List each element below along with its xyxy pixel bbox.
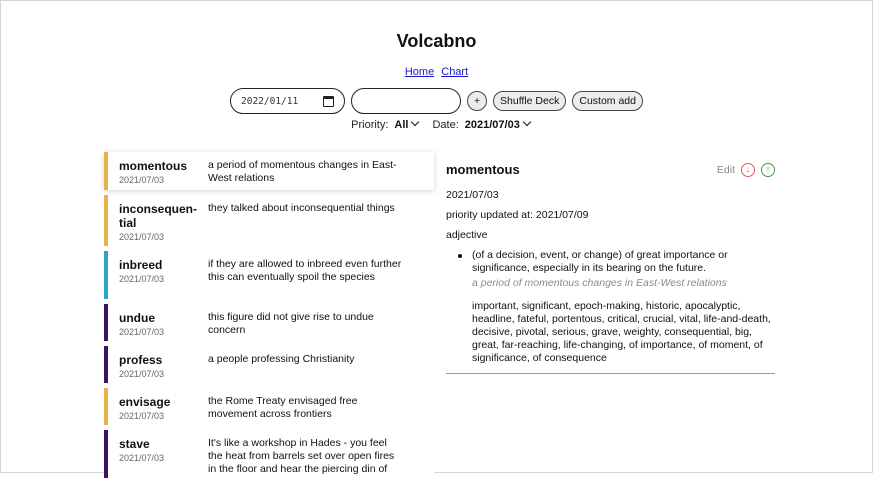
card-word: stave <box>119 437 150 451</box>
card-date: 2021/07/03 <box>119 369 165 379</box>
word-detail-panel <box>446 162 775 374</box>
chevron-down-icon <box>523 118 531 126</box>
card-word: envisage <box>119 395 171 409</box>
custom-add-button[interactable]: Custom add <box>572 91 643 111</box>
card-example: they talked about inconsequential things <box>208 202 395 214</box>
word-card[interactable] <box>104 251 434 299</box>
word-card[interactable] <box>104 430 434 478</box>
nav-links <box>0 66 873 78</box>
card-word: inconsequen-tial <box>119 202 198 230</box>
card-example: It's like a workshop in Hades - you feel the heat from barrels set over open fires in the floor and hear the piercing din of <box>208 437 395 475</box>
detail-sense <box>458 249 775 365</box>
priority-label: Priority: <box>351 119 389 131</box>
detail-part-of-speech: adjective <box>446 229 488 241</box>
priority-down-icon[interactable]: ↓ <box>741 163 755 177</box>
detail-synonyms: important, significant, epoch-making, historic, apocalyptic, headline, fateful, portentous, critical, crucial, vital, life-and-death, decisive, pivotal, serious, grave, weighty, consequential, big, great, far-reaching, life-changing, of importance, of moment, of significance, of consequence <box>472 300 771 364</box>
card-date: 2021/07/03 <box>119 232 165 242</box>
add-button[interactable]: + <box>467 91 487 111</box>
word-input[interactable] <box>351 88 461 114</box>
divider <box>446 373 775 374</box>
card-date: 2021/07/03 <box>119 175 165 185</box>
word-card[interactable] <box>104 195 434 246</box>
detail-word: momentous <box>446 162 520 177</box>
card-word: profess <box>119 353 163 367</box>
word-card[interactable] <box>104 152 434 190</box>
edit-button[interactable]: Edit <box>716 163 735 176</box>
app-title: Volcabno <box>396 31 477 51</box>
shuffle-deck-button[interactable]: Shuffle Deck <box>493 91 566 111</box>
filters-row <box>0 119 873 131</box>
word-card[interactable] <box>104 388 434 425</box>
nav-home-link[interactable]: Home <box>404 66 435 78</box>
word-list <box>104 152 434 483</box>
word-card[interactable] <box>104 304 434 341</box>
card-date: 2021/07/03 <box>119 453 165 463</box>
priority-up-icon[interactable]: ↑ <box>761 163 775 177</box>
card-example: this figure did not give rise to undue concern <box>208 311 374 336</box>
card-example: a period of momentous changes in East-West relations <box>208 159 397 184</box>
card-example: the Rome Treaty envisaged free movement across frontiers <box>208 395 358 420</box>
controls-bar <box>0 88 873 114</box>
word-card[interactable] <box>104 346 434 383</box>
date-input-value: 2022/01/11 <box>241 95 299 107</box>
date-filter-select[interactable] <box>465 119 530 131</box>
date-input[interactable] <box>230 88 345 114</box>
card-date: 2021/07/03 <box>119 411 165 421</box>
date-filter-value: 2021/07/03 <box>464 119 520 131</box>
card-word: inbreed <box>119 258 163 272</box>
card-word: undue <box>119 311 155 325</box>
card-word: momentous <box>119 159 188 173</box>
detail-priority-updated: priority updated at: 2021/07/09 <box>446 209 589 221</box>
card-example: a people professing Christianity <box>208 353 355 365</box>
card-example: if they are allowed to inbreed even further this can eventually spoil the species <box>208 258 402 283</box>
priority-value: All <box>394 119 409 131</box>
priority-select[interactable] <box>394 119 418 131</box>
card-date: 2021/07/03 <box>119 327 165 337</box>
calendar-icon[interactable] <box>323 96 334 107</box>
chevron-down-icon <box>411 118 419 126</box>
date-filter-label: Date: <box>432 119 459 131</box>
detail-definition: (of a decision, event, or change) of great importance or significance, especially in its bearing on the future. <box>472 249 728 274</box>
detail-example: a period of momentous changes in East-West relations <box>472 277 727 289</box>
nav-chart-link[interactable]: Chart <box>441 66 469 78</box>
card-date: 2021/07/03 <box>119 274 165 284</box>
detail-date: 2021/07/03 <box>446 189 499 201</box>
